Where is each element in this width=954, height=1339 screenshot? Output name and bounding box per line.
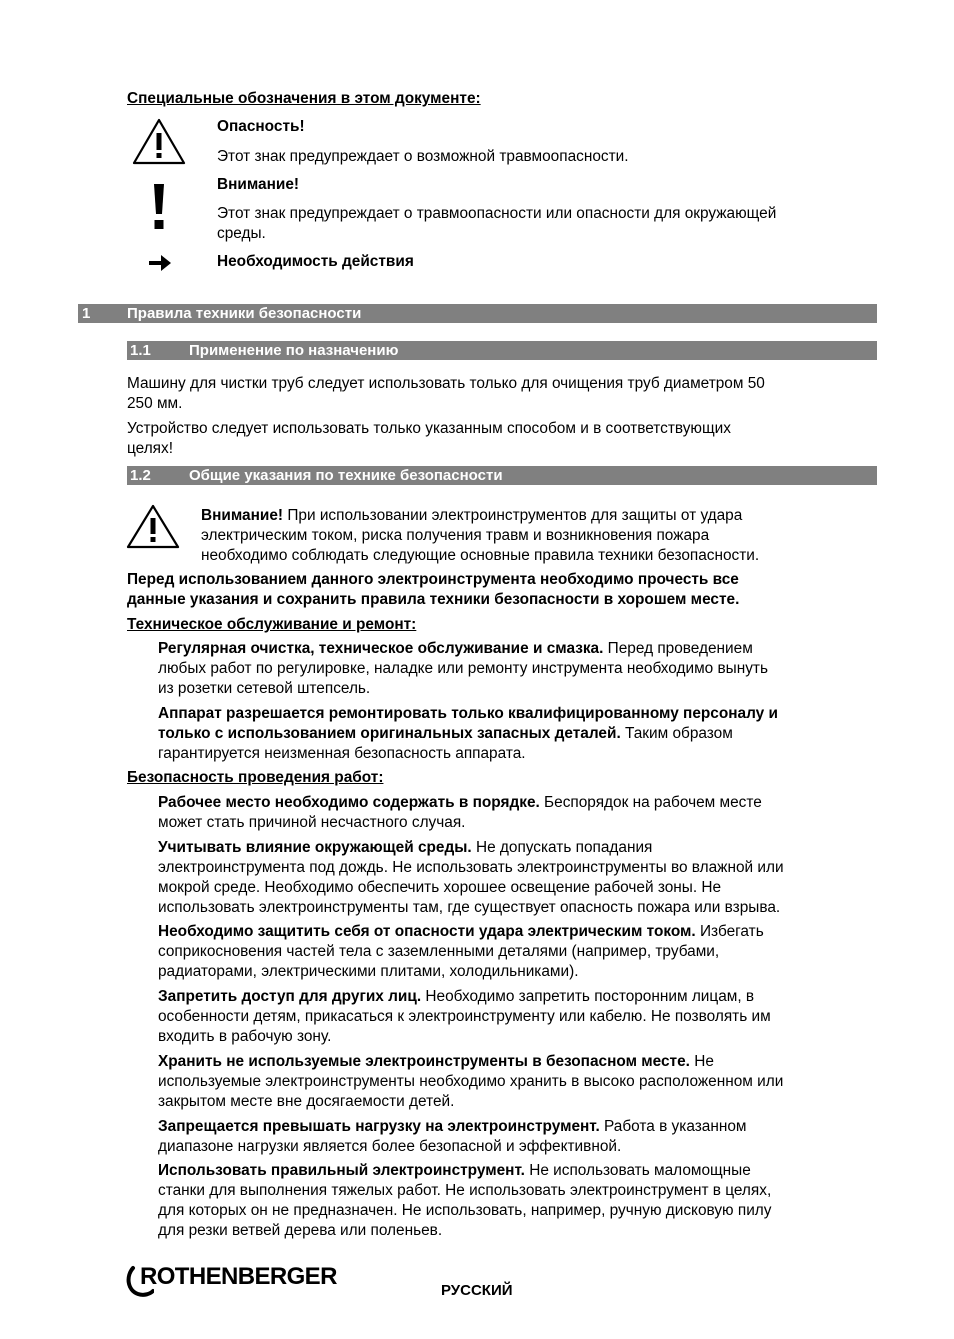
maintenance-item1-line3: из розетки сетевой штепсель. [158, 680, 371, 697]
ws-item1-line1 [158, 793, 877, 813]
section-1-2-title: Общие указания по технике безопасности [189, 467, 503, 484]
maintenance-item2-line3: гарантируется неизменная безопасность аппарата. [158, 745, 526, 762]
section-1-1-title: Применение по назначению [189, 342, 399, 359]
ws-item2-text: Не допускать попадания [471, 839, 653, 856]
brand-logo [124, 1264, 364, 1300]
warning-line3: необходимо соблюдать следующие основные правила техники безопасности. [201, 547, 760, 564]
legend-heading: Специальные обозначения в этом документе: [127, 90, 481, 107]
ws-item4-line3: входить в рабочую зону. [158, 1028, 332, 1045]
brand-name: ROTHENBERGER [140, 1263, 337, 1290]
ws-item5-text: Не [689, 1053, 714, 1070]
ws-item5-line3: закрытом месте вне досягаемости детей. [158, 1093, 455, 1110]
action-title: Необходимость действия [217, 253, 414, 270]
footer-language: РУССКИЙ [441, 1282, 513, 1299]
ws-item7-line3: для которых он не предназначен. Не использовать, например, ручную дисковую пилу [158, 1202, 772, 1219]
ws-item4-bold: Запретить доступ для других лиц. [158, 988, 422, 1005]
ws-item2-line1 [158, 838, 877, 858]
intended-use-p1-line2: 250 мм. [127, 395, 183, 412]
section-1-2-bar [127, 466, 877, 485]
maintenance-item1-bold: Регулярная очистка, техническое обслуживание и смазка. [158, 640, 604, 657]
ws-item5-bold: Хранить не используемые электроинструменты в безопасном месте. [158, 1053, 690, 1070]
warning-bold: Внимание! [201, 507, 284, 524]
arrow-right-icon [148, 253, 172, 273]
maintenance-heading: Техническое обслуживание и ремонт: [127, 616, 417, 633]
ws-item7-line2: станки для выполнения тяжелых работ. Не использовать электроинструмент в целях, [158, 1182, 772, 1199]
ws-item1-line2: может стать причиной несчастного случая. [158, 814, 466, 831]
exclamation-icon [151, 182, 167, 232]
ws-item6-line2: диапазоне нагрузки является более безопасной и эффективной. [158, 1138, 622, 1155]
intended-use-p1-line1: Машину для чистки труб следует использовать только для очищения труб диаметром 50 [127, 375, 765, 392]
read-instructions-line1: Перед использованием данного электроинструмента необходимо прочесть все [127, 571, 739, 588]
ws-item3-line2: соприкосновения частей тела с заземленными деталями (например, трубами, [158, 943, 720, 960]
ws-item1-text: Беспорядок на рабочем месте [539, 794, 762, 811]
ws-item2-line4: использовать электроинструменты там, где существует опасность пожара или взрыва. [158, 899, 781, 916]
danger-triangle-icon [132, 117, 186, 165]
maintenance-item2-line1: Аппарат разрешается ремонтировать только квалифицированному персоналу и [158, 705, 778, 722]
warning-line1 [201, 506, 742, 526]
ws-item1-bold: Рабочее место необходимо содержать в порядке. [158, 794, 540, 811]
intended-use-p2-line2: целях! [127, 440, 173, 457]
ws-item7-line4: для резки ветвей дерева или поленьев. [158, 1222, 443, 1239]
ws-item6-line1 [158, 1117, 877, 1137]
ws-item6-bold: Запрещается превышать нагрузку на электроинструмент. [158, 1118, 600, 1135]
read-instructions-line2: данные указания и сохранить правила техники безопасности в хорошем месте. [127, 591, 740, 608]
ws-item5-line2: используемые электроинструменты необходимо хранить в высоко расположенном или [158, 1073, 784, 1090]
section-1-1-bar [127, 341, 877, 360]
ws-item7-text: Не использовать маломощные [524, 1162, 751, 1179]
ws-item3-text: Избегать [695, 923, 764, 940]
maintenance-item2-line2 [158, 724, 877, 744]
ws-item7-bold: Использовать правильный электроинструмент. [158, 1162, 525, 1179]
ws-item3-line1 [158, 922, 877, 942]
section-1-2-number: 1.2 [130, 467, 151, 484]
intended-use-p2-line1: Устройство следует использовать только указанным способом и в соответствующих [127, 420, 731, 437]
danger-text: Этот знак предупреждает о возможной травмоопасности. [217, 148, 629, 165]
ws-item5-line1 [158, 1052, 877, 1072]
ws-item2-line2: электроинструмента под дождь. Не использовать электроинструменты во влажной или [158, 859, 784, 876]
ws-item4-line2: особенности детям, прикасаться к электроинструменту или кабелю. Не позволять им [158, 1008, 771, 1025]
ws-item3-line3: радиаторами, электрическими плитами, холодильниками). [158, 963, 579, 980]
ws-item4-line1 [158, 987, 877, 1007]
maintenance-item1-text: Перед проведением [603, 640, 753, 657]
section-1-title: Правила техники безопасности [127, 305, 362, 322]
ws-item4-text: Необходимо запретить посторонним лицам, в [421, 988, 755, 1005]
ws-item7-line1 [158, 1161, 877, 1181]
work-safety-heading: Безопасность проведения работ: [127, 769, 384, 786]
maintenance-item2-bold: только с использованием оригинальных запасных деталей. [158, 725, 621, 742]
ws-item3-bold: Необходимо защитить себя от опасности удара электрическим током. [158, 923, 696, 940]
danger-title: Опасность! [217, 118, 305, 135]
section-1-1-number: 1.1 [130, 342, 151, 359]
ws-item6-text: Работа в указанном [599, 1118, 747, 1135]
warning-line2: электрическим током, риска получения травм и возникновения пожара [201, 527, 710, 544]
section-1-number: 1 [82, 305, 91, 322]
maintenance-item1-line1 [158, 639, 877, 659]
ws-item2-bold: Учитывать влияние окружающей среды. [158, 839, 472, 856]
attention-text-line1: Этот знак предупреждает о травмоопасности или опасности для окружающей [217, 205, 777, 222]
section-1-bar [78, 304, 877, 323]
ws-item2-line3: мокрой среде. Необходимо обеспечить хорошее освещение рабочей зоны. Не [158, 879, 722, 896]
warning-triangle-icon [126, 503, 180, 549]
attention-title: Внимание! [217, 176, 300, 193]
attention-text-line2: среды. [217, 225, 266, 242]
warning-text: При использовании электроинструментов для защиты от удара [283, 507, 743, 524]
maintenance-item1-line2: любых работ по регулировке, наладке или ремонту инструмента необходимо вынуть [158, 660, 768, 677]
maintenance-item2-text: Таким образом [620, 725, 733, 742]
